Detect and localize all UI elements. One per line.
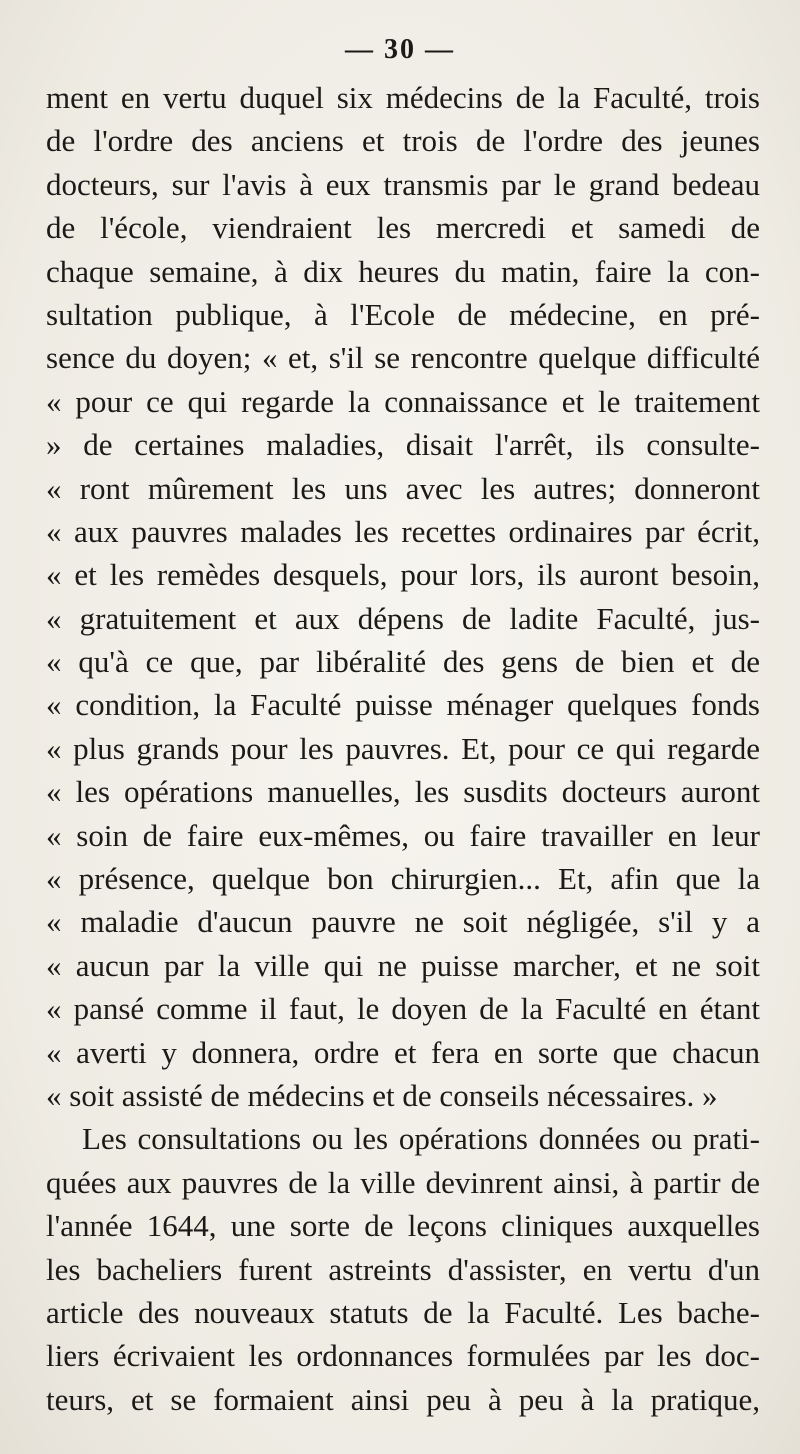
- text-line: « averti y donnera, ordre et fera en sorte que chacun: [46, 1034, 760, 1070]
- text-line: « soin de faire eux-mêmes, ou faire travailler en leur: [46, 817, 760, 853]
- text-line: sultation publique, à l'Ecole de médecine, en pré-: [46, 296, 760, 332]
- text-line: ment en vertu duquel six médecins de la Faculté, trois: [46, 80, 760, 115]
- page-number: — 30 —: [345, 34, 455, 65]
- text-line: liers écrivaient les ordonnances formulées par les doc-: [46, 1338, 760, 1374]
- text-line: « les opérations manuelles, les susdits docteurs auront: [46, 774, 760, 810]
- text-line: « pansé comme il faut, le doyen de la Faculté en étant: [46, 991, 760, 1027]
- text-line: « et les remèdes desquels, pour lors, ils auront besoin,: [46, 557, 760, 593]
- text-line: Les consultations ou les opérations données ou prati-: [82, 1121, 760, 1157]
- text-line: chaque semaine, à dix heures du matin, faire la con-: [46, 253, 760, 289]
- text-line: « aucun par la ville qui ne puisse marcher, et ne soit: [46, 947, 760, 983]
- text-line: « présence, quelque bon chirurgien... Et, afin que la: [46, 861, 760, 897]
- text-line: docteurs, sur l'avis à eux transmis par le grand bedeau: [46, 166, 760, 202]
- text-line: « maladie d'aucun pauvre ne soit négligée, s'il y a: [46, 904, 760, 940]
- body-text: [46, 76, 760, 1421]
- text-line: « soit assisté de médecins et de conseils nécessaires. »: [46, 1077, 718, 1113]
- text-line: teurs, et se formaient ainsi peu à peu à la pratique,: [46, 1381, 760, 1417]
- text-line: « ront mûrement les uns avec les autres; donneront: [46, 470, 760, 506]
- text-line: » de certaines maladies, disait l'arrêt, ils consulte-: [46, 427, 760, 463]
- text-line: « qu'à ce que, par libéralité des gens de bien et de: [46, 644, 760, 680]
- text-line: de l'ordre des anciens et trois de l'ordre des jeunes: [46, 123, 760, 159]
- text-line: « condition, la Faculté puisse ménager quelques fonds: [46, 687, 760, 723]
- text-line: « plus grands pour les pauvres. Et, pour ce qui regarde: [46, 730, 760, 766]
- text-line: quées aux pauvres de la ville devinrent ainsi, à partir de: [46, 1164, 760, 1200]
- text-line: de l'école, viendraient les mercredi et samedi de: [46, 210, 760, 246]
- text-line: article des nouveaux statuts de la Faculté. Les bache-: [46, 1294, 760, 1330]
- text-line: « aux pauvres malades les recettes ordinaires par écrit,: [46, 513, 760, 549]
- text-line: « pour ce qui regarde la connaissance et le traitement: [46, 383, 760, 419]
- text-line: « gratuitement et aux dépens de ladite Faculté, jus-: [46, 600, 760, 636]
- text-line: l'année 1644, une sorte de leçons cliniques auxquelles: [46, 1208, 760, 1244]
- text-line: les bacheliers furent astreints d'assister, en vertu d'un: [46, 1251, 760, 1287]
- text-line: sence du doyen; « et, s'il se rencontre quelque difficulté: [46, 340, 760, 376]
